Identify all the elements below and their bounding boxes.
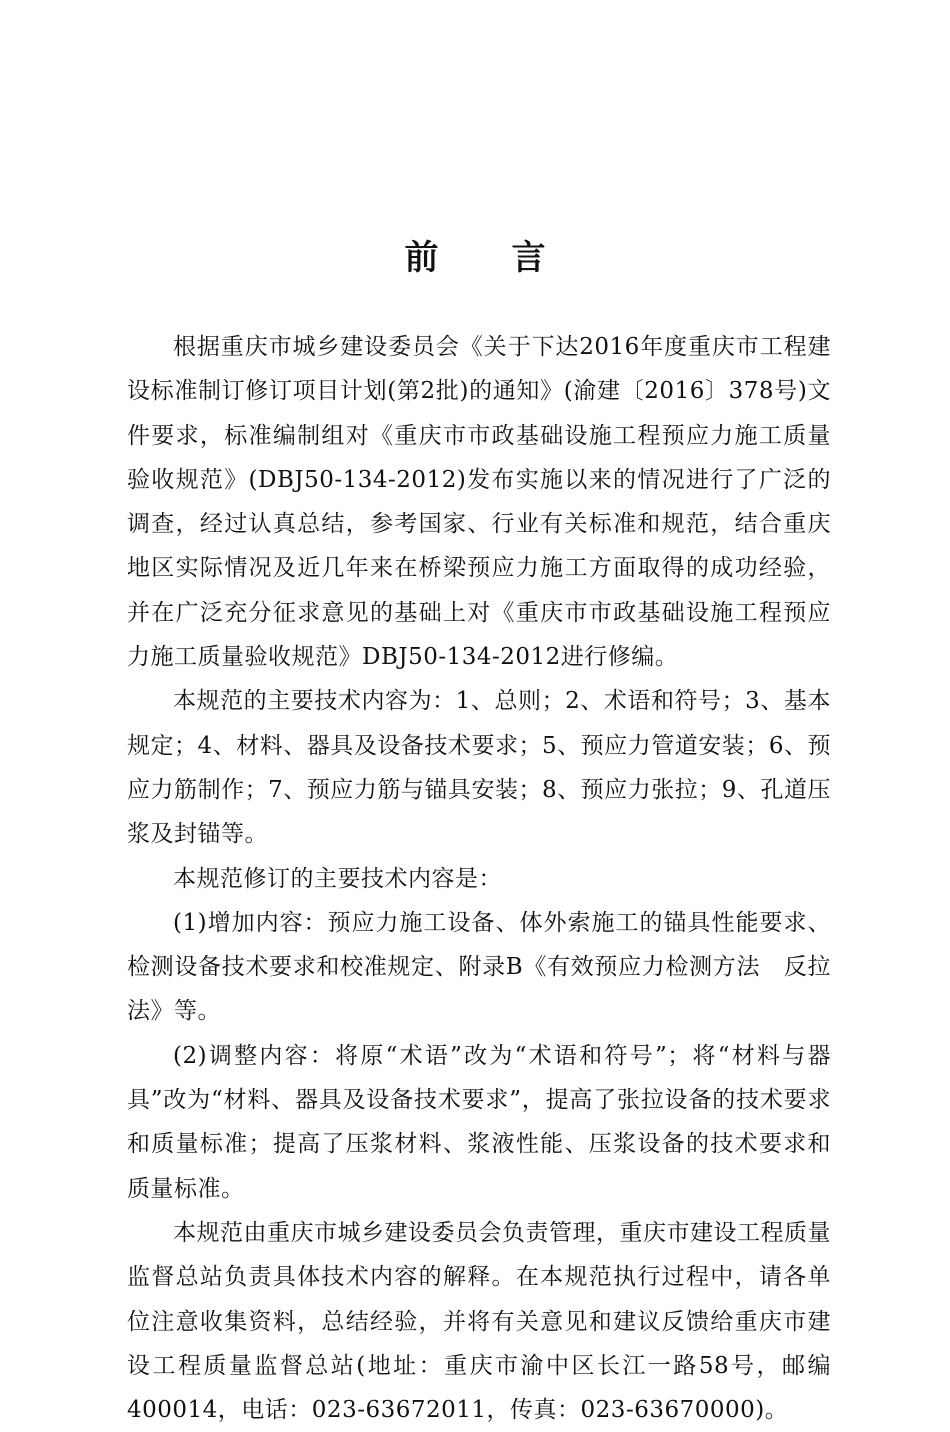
paragraph-revision-intro: 本规范修订的主要技术内容是： (173, 865, 502, 892)
paragraph-main-contents: 本规范的主要技术内容为：1、总则；2、术语和符号；3、基本规定；4、材料、器具及设备技术要求；5、预应力管道安装；6、预应力筋制作；7、预应力筋与锚具安装；8、预应力张拉；9、孔道压浆及封锚等。 (127, 688, 831, 848)
page-title: 前 言 (404, 238, 577, 278)
paragraph-revision-adjusted: (2)调整内容：将原“术语”改为“术语和符号”；将“材料与器具”改为“材料、器具及设备技术要求”，提高了张拉设备的技术要求和质量标准；提高了压浆材料、浆液性能、压浆设备的技术要求和质量标准。 (127, 1042, 831, 1202)
body-text (127, 325, 831, 1432)
paragraph-revision-added: (1)增加内容：预应力施工设备、体外索施工的锚具性能要求、检测设备技术要求和校准规定、附录B《有效预应力检测方法 反拉法》等。 (127, 909, 831, 1025)
paragraph-background: 根据重庆市城乡建设委员会《关于下达2016年度重庆市工程建设标准制订修订项目计划(第2批)的通知》(渝建〔2016〕378号)文件要求，标准编制组对《重庆市市政基础设施工程预应力施工质量验收规范》(DBJ50-134-2012)发布实施以来的情况进行了广泛的调查，经过认真总结，参考国家、行业有关标准和规范，结合重庆地区实际情况及近几年来在桥梁预应力施工方面取得的成功经验，并在广泛充分征求意见的基础上对《重庆市市政基础设施工程预应力施工质量验收规范》DBJ50-134-2012进行修编。 (127, 334, 831, 671)
paragraph-management-contact: 本规范由重庆市城乡建设委员会负责管理，重庆市建设工程质量监督总站负责具体技术内容的解释。在本规范执行过程中，请各单位注意收集资料，总结经验，并将有关意见和建议反馈给重庆市建设工程质量监督总站(地址：重庆市渝中区长江一路58号，邮编400014，电话：023-63672011，传真：023-63670000)。 (127, 1219, 831, 1424)
